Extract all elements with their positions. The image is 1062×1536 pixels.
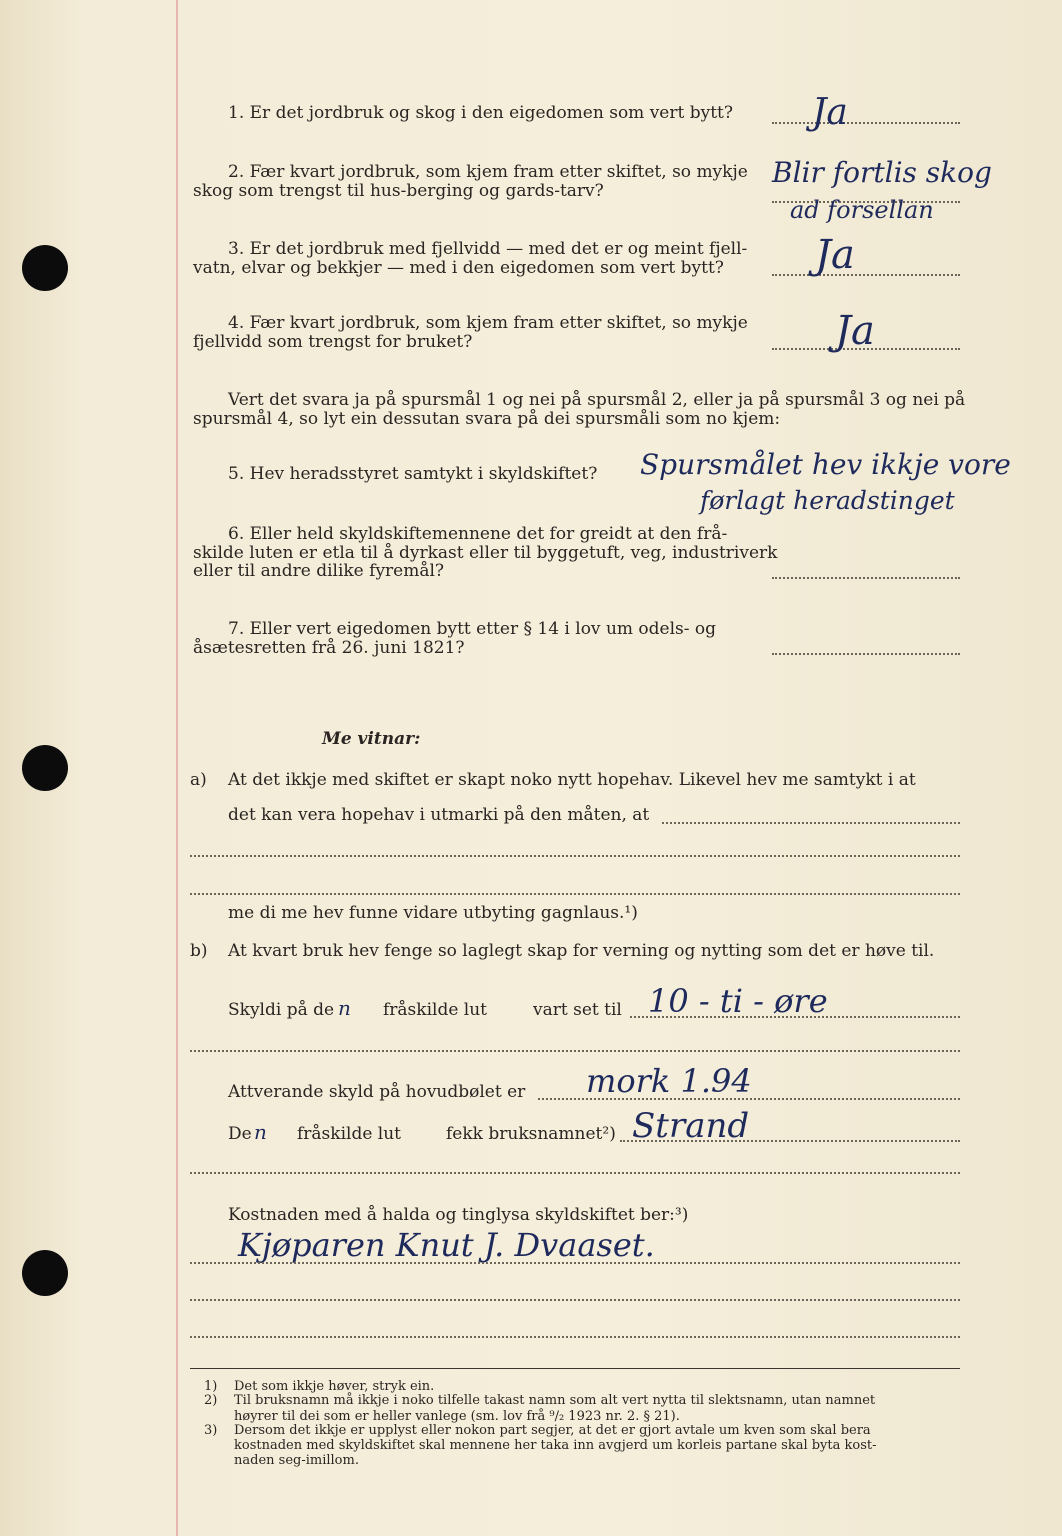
- footnote-2-line-2: høyrer til dei som er heller vanlege (sm. lov frå ⁹/₂ 1923 nr. 2. § 21).: [234, 1409, 680, 1424]
- footnote-2-line-1: Til bruksnamn må ikkje i noko tilfelle takast namn som alt vert nytta til slektsnamn, utan namnet: [234, 1393, 876, 1408]
- bruksnamn-value-handwritten: Strand: [632, 1106, 750, 1146]
- bruksnamn-label: fekk bruksnamnet²): [446, 1124, 616, 1144]
- footnote-3-line-3: naden seg-imillom.: [234, 1453, 359, 1468]
- footnote-3-line-1: Dersom det ikkje er upplyst eller nokon part segjer, at det er gjort avtale um kven som skal bera: [234, 1423, 871, 1438]
- witness-b-label: b): [190, 941, 208, 961]
- witness-b-line-1: At kvart bruk hev fenge so laglegt skap for verning og nytting som det er høve til.: [228, 941, 935, 961]
- question-7-line-2: åsætesretten frå 26. juni 1821?: [193, 638, 465, 658]
- hopehav-line-2: [190, 855, 960, 857]
- kostnad-line-1: [190, 1262, 960, 1264]
- question-4-line-2: fjellvidd som trengst for bruket?: [193, 332, 473, 352]
- footnote-1-mark: 1): [204, 1379, 218, 1394]
- question-3-line-2: vatn, elvar og bekkjer — med i den eigedomen som vert bytt?: [193, 258, 724, 278]
- den-label: De: [228, 1124, 252, 1144]
- question-6-line-2: skilde luten er etla til å dyrkast eller til byggetuft, veg, industriverk: [193, 543, 778, 563]
- punch-hole-bottom: [22, 1250, 68, 1296]
- margin-rule: [176, 0, 178, 1536]
- footnote-separator: [190, 1368, 960, 1369]
- question-6-line-1: 6. Eller held skyldskiftemennene det for greidt at den frå-: [228, 524, 728, 544]
- attverande-label: Attverande skyld på hovudbølet er: [228, 1082, 526, 1102]
- witness-heading: Me vitnar:: [322, 729, 421, 749]
- footnote-2-mark: 2): [204, 1393, 218, 1408]
- skyld-extra-line: [190, 1050, 960, 1052]
- question-7-line-1: 7. Eller vert eigedomen bytt etter § 14 i lov um odels- og: [228, 619, 717, 639]
- punch-hole-middle: [22, 745, 68, 791]
- witness-a-line-3: me di me hev funne vidare utbyting gagnlaus.¹): [228, 903, 638, 923]
- answer-4-handwritten: Ja: [835, 308, 875, 354]
- den-gender-handwritten: n: [254, 1120, 267, 1144]
- bruksnamn-extra-line: [190, 1172, 960, 1174]
- conditional-intro-line-2: spursmål 4, so lyt ein dessutan svara på dei spursmåli som no kjem:: [193, 409, 781, 429]
- answer-line-3: [772, 274, 960, 276]
- question-1: 1. Er det jordbruk og skog i den eigedomen som vert bytt?: [228, 103, 733, 123]
- witness-a-line-1: At det ikkje med skiftet er skapt noko nytt hopehav. Likevel hev me samtykt i at: [228, 770, 916, 790]
- footnote-3-mark: 3): [204, 1423, 218, 1438]
- answer-2-handwritten-line-1: Blir fortlis skog: [772, 156, 992, 189]
- question-2-line-2: skog som trengst til hus-berging og gards-tarv?: [193, 181, 604, 201]
- witness-a-label: a): [190, 770, 207, 790]
- answer-line-6: [772, 577, 960, 579]
- skyld-gender-handwritten: n: [338, 996, 351, 1020]
- answer-5-handwritten-line-2: førlagt heradstinget: [700, 486, 955, 515]
- conditional-intro-line-1: Vert det svara ja på spursmål 1 og nei på spursmål 2, eller ja på spursmål 3 og nei på: [228, 390, 966, 410]
- skyld-label-set: vart set til: [533, 1000, 622, 1020]
- kostnad-label: Kostnaden med å halda og tinglysa skyldskiftet ber:³): [228, 1205, 689, 1225]
- punch-hole-top: [22, 245, 68, 291]
- footnote-3-line-2: kostnaden med skyldskiftet skal mennene her taka inn avgjerd um korleis partane skal byta kost-: [234, 1438, 877, 1453]
- kostnad-line-3: [190, 1336, 960, 1338]
- answer-2-handwritten-line-2: ad forsellan: [790, 196, 934, 224]
- hopehav-line-1: [662, 822, 960, 824]
- question-5: 5. Hev heradsstyret samtykt i skyldskiftet?: [228, 464, 598, 484]
- question-4-line-1: 4. Fær kvart jordbruk, som kjem fram etter skiftet, so mykje: [228, 313, 748, 333]
- skyld-value-handwritten: 10 - ti - øre: [648, 982, 828, 1020]
- den-label-lut: fråskilde lut: [297, 1124, 402, 1144]
- kostnad-line-2: [190, 1299, 960, 1301]
- question-2-line-1: 2. Fær kvart jordbruk, som kjem fram etter skiftet, so mykje: [228, 162, 748, 182]
- answer-5-handwritten-line-1: Spursmålet hev ikkje vore: [640, 448, 1011, 481]
- skyld-label-lut: fråskilde lut: [383, 1000, 488, 1020]
- answer-3-handwritten: Ja: [815, 232, 855, 278]
- answer-line-7: [772, 653, 960, 655]
- hopehav-line-3: [190, 893, 960, 895]
- answer-line-1: [772, 122, 960, 124]
- question-3-line-1: 3. Er det jordbruk med fjellvidd — med det er og meint fjell-: [228, 239, 748, 259]
- kostnad-value-handwritten: Kjøparen Knut J. Dvaaset.: [238, 1226, 655, 1264]
- skyld-label-start: Skyldi på de: [228, 1000, 335, 1020]
- question-6-line-3: eller til andre dilike fyremål?: [193, 561, 445, 581]
- attverande-value-handwritten: mork 1.94: [586, 1062, 752, 1100]
- footnote-1: Det som ikkje høver, stryk ein.: [234, 1379, 435, 1394]
- answer-1-handwritten: Ja: [812, 92, 848, 133]
- witness-a-line-2: det kan vera hopehav i utmarki på den måten, at: [228, 805, 650, 825]
